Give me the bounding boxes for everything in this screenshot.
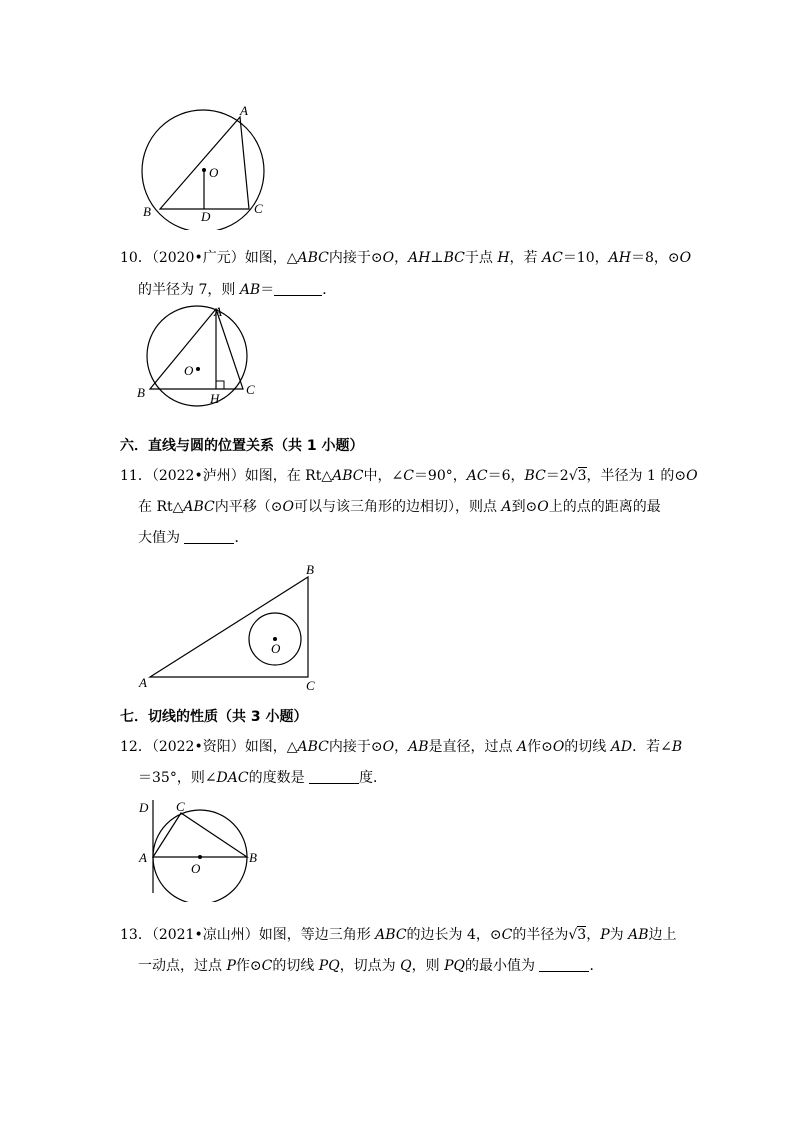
- q12-var: AD: [610, 739, 633, 755]
- q12-var: ABC: [297, 739, 329, 755]
- q10-var: BC: [443, 250, 465, 266]
- label-b: B: [306, 562, 314, 577]
- q11-source: （2022•泸州）: [151, 468, 245, 484]
- q11-answer-blank[interactable]: [184, 529, 234, 544]
- label-c: C: [254, 201, 263, 216]
- q11-text: ＝6，: [487, 468, 525, 484]
- q11-text: 可以与该三角形的边相切），则点: [293, 499, 502, 515]
- center-point-o: [196, 367, 200, 371]
- figure-1-circle-triangle: [135, 100, 285, 230]
- q12-text: 如图，△: [244, 739, 298, 755]
- q12-var: B: [671, 739, 683, 755]
- figure-3-right-triangle: [133, 560, 328, 695]
- q10-var: O: [382, 250, 395, 266]
- label-a: A: [139, 675, 147, 690]
- q13-text: ，则: [411, 958, 445, 974]
- q11-text: ＝2: [545, 468, 569, 484]
- q11-text: ，半径为 1 的⊙: [586, 468, 687, 484]
- label-d: D: [201, 209, 211, 224]
- q13-var: C: [501, 927, 513, 943]
- triangle-abc: [150, 309, 243, 389]
- label-d: D: [139, 800, 149, 815]
- q10-var: H: [497, 250, 510, 266]
- q12-text: ．若∠: [632, 739, 672, 755]
- q11-text: ＝90°，: [413, 468, 467, 484]
- q10-text: ，: [394, 250, 409, 266]
- q10-answer-blank[interactable]: [274, 281, 322, 296]
- q13-var: P: [600, 927, 610, 943]
- q11-var: C: [403, 468, 414, 484]
- q10-var: ABC: [297, 250, 329, 266]
- q12-var: O: [552, 739, 565, 755]
- q11-var: AC: [466, 468, 488, 484]
- q10-text: 如图，△: [244, 250, 298, 266]
- q11-text: 如图，在 Rt△: [244, 468, 333, 484]
- q12-line-1: [120, 737, 683, 757]
- label-c: C: [176, 799, 185, 814]
- q12-number: 12．: [120, 739, 152, 755]
- q10-text: ＝8，⊙: [630, 250, 680, 266]
- label-o: O: [271, 641, 281, 656]
- q11-text: 到⊙: [511, 499, 538, 515]
- q13-var: C: [261, 958, 273, 974]
- q13-source: （2021•凉山州）: [151, 927, 259, 943]
- q11-line-3: [138, 528, 698, 548]
- label-c: C: [306, 678, 315, 693]
- label-b: B: [143, 204, 151, 219]
- q10-text: 于点: [464, 250, 498, 266]
- q13-text: 的边长为 4，⊙: [406, 927, 502, 943]
- q12-text: 作⊙: [527, 739, 553, 755]
- q10-text: ，若: [509, 250, 542, 266]
- q13-answer-blank[interactable]: [539, 957, 589, 972]
- q10-text: ．: [322, 282, 337, 298]
- q13-text: 作⊙: [235, 958, 262, 974]
- q13-text: 一动点，过点: [138, 958, 227, 974]
- q13-number: 13．: [120, 927, 152, 943]
- q12-var: DAC: [216, 770, 249, 786]
- q12-var: O: [382, 739, 395, 755]
- q11-var: ABC: [183, 499, 215, 515]
- q10-line-2: [138, 280, 698, 300]
- q12-source: （2022•资阳）: [151, 739, 245, 755]
- q11-number: 11．: [120, 468, 152, 484]
- q11-var: ABC: [332, 468, 364, 484]
- q13-text: 的最小值为: [464, 958, 540, 974]
- triangle-abc: [150, 577, 308, 677]
- label-a: A: [139, 850, 147, 865]
- q10-var: O: [679, 250, 692, 266]
- figure-4-circle-tangent: [133, 797, 268, 902]
- label-o: O: [191, 861, 201, 876]
- q13-var: AB: [628, 927, 649, 943]
- q13-radicand: 3: [577, 927, 587, 943]
- section-7-heading: 七．切线的性质（共 3 小题）: [120, 709, 308, 725]
- q10-source: （2020•广元）: [151, 250, 245, 266]
- q11-text: 大值为: [138, 530, 185, 546]
- q12-text: 的度数是: [248, 770, 310, 786]
- q12-text: 内接于⊙: [328, 739, 383, 755]
- q11-line-2: [138, 497, 698, 517]
- q10-var: AH: [608, 250, 631, 266]
- q12-text: ＝35°，则∠: [138, 770, 217, 786]
- q12-var: A: [516, 739, 528, 755]
- label-o: O: [184, 363, 194, 378]
- q12-line-2: [138, 768, 698, 788]
- q12-text: 的切线: [564, 739, 611, 755]
- q13-text: 的切线: [272, 958, 319, 974]
- q12-var: AB: [408, 739, 429, 755]
- q11-text: 在 Rt△: [138, 499, 184, 515]
- q11-text: 内平移（⊙: [214, 499, 283, 515]
- q10-var: AC: [541, 250, 563, 266]
- q11-var: O: [537, 499, 549, 515]
- center-point-o: [198, 855, 202, 859]
- q13-var: PQ: [444, 958, 465, 974]
- q12-answer-blank[interactable]: [309, 769, 359, 784]
- center-point-o: [202, 168, 206, 172]
- sqrt-icon: √: [568, 927, 578, 943]
- q11-var: O: [686, 468, 698, 484]
- q13-text: 边上: [648, 927, 677, 943]
- q13-line-1: [120, 925, 680, 945]
- q10-text: 的半径为 7，则: [138, 282, 240, 298]
- q10-text: ＝: [260, 282, 275, 298]
- label-o: O: [209, 165, 219, 180]
- q10-var: AB: [239, 282, 261, 298]
- q11-text: ．: [234, 530, 249, 546]
- q11-var: A: [501, 499, 512, 515]
- q10-text: ＝10，: [562, 250, 609, 266]
- q13-text: 为: [609, 927, 629, 943]
- right-angle-mark: [216, 381, 224, 389]
- sqrt-icon: √: [568, 468, 578, 484]
- q13-var: PQ: [318, 958, 340, 974]
- q13-line-2: [138, 956, 698, 976]
- triangle-abc: [153, 813, 247, 857]
- q12-text: 是直径，过点: [428, 739, 517, 755]
- q12-text: 度．: [359, 770, 388, 786]
- q11-text: 中，∠: [363, 468, 404, 484]
- label-a: A: [240, 103, 248, 118]
- q11-var: O: [282, 499, 294, 515]
- label-c: C: [246, 382, 255, 397]
- label-h: H: [210, 391, 220, 406]
- q13-text: ，: [586, 927, 601, 943]
- q11-radicand: 3: [577, 468, 587, 484]
- q13-var: P: [226, 958, 236, 974]
- q13-text: 如图，等边三角形: [258, 927, 376, 943]
- q10-number: 10．: [120, 250, 152, 266]
- q12-text: ，: [394, 739, 409, 755]
- q13-var: ABC: [375, 927, 407, 943]
- label-b: B: [249, 850, 257, 865]
- q10-text: 内接于⊙: [328, 250, 383, 266]
- q10-text: ⊥: [430, 250, 444, 266]
- q13-text: ．: [589, 958, 604, 974]
- figure-2-circle-triangle: [132, 303, 267, 408]
- label-b: B: [137, 385, 145, 400]
- q13-text: 的半径为: [512, 927, 569, 943]
- q10-line-1: [120, 248, 692, 268]
- q13-var: Q: [400, 958, 412, 974]
- q13-text: ，切点为: [339, 958, 401, 974]
- q10-var: AH: [408, 250, 431, 266]
- label-a: A: [214, 304, 222, 319]
- q11-var: BC: [524, 468, 546, 484]
- q11-text: 上的点的距离的最: [548, 499, 661, 515]
- q11-line-1: [120, 466, 698, 486]
- section-6-heading: 六．直线与圆的位置关系（共 1 小题）: [120, 438, 364, 454]
